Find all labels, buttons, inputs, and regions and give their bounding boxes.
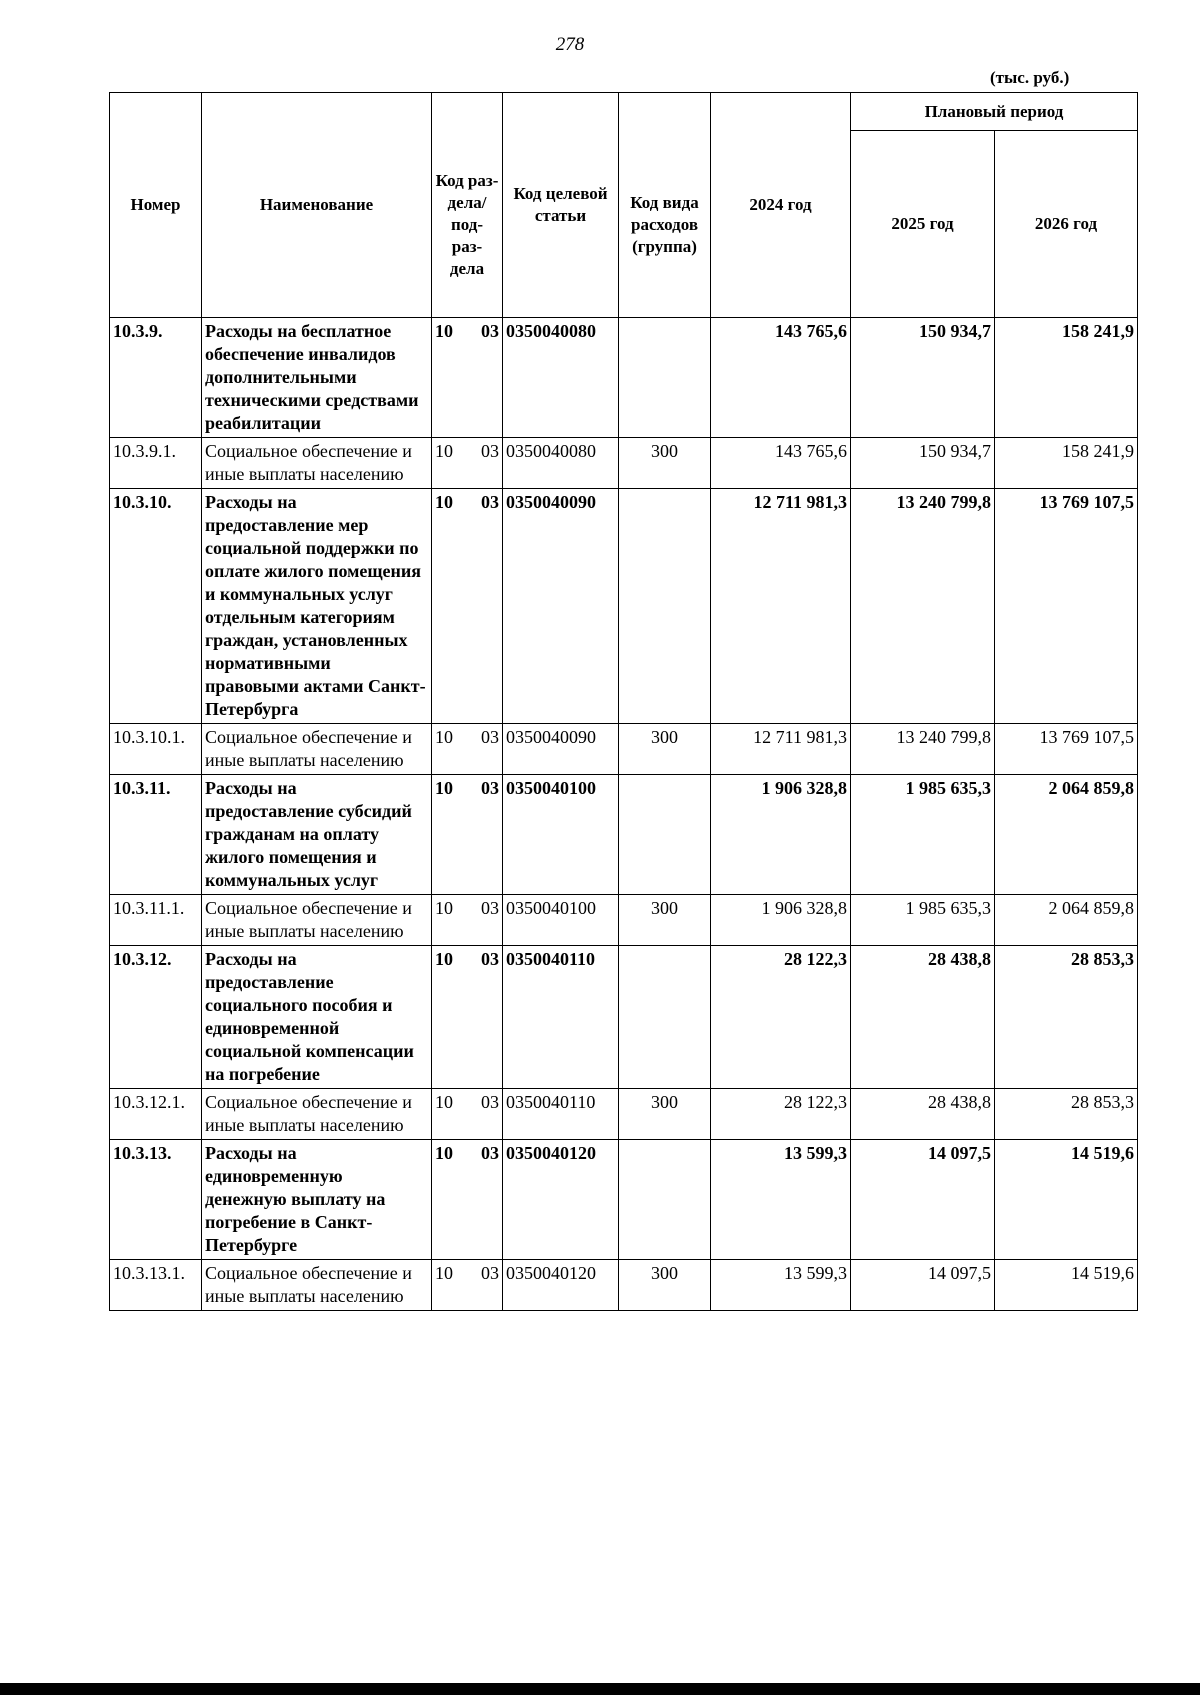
row-name: Расходы на предоставление социального пособия и единовременной социальной компенсации на погребение bbox=[202, 946, 432, 1089]
row-section-code bbox=[432, 318, 503, 438]
row-target-code: 0350040080 bbox=[503, 318, 619, 438]
row-target-code: 0350040090 bbox=[503, 724, 619, 775]
row-section-code bbox=[432, 1260, 503, 1311]
row-value-2025: 150 934,7 bbox=[851, 438, 995, 489]
row-subsection: 03 bbox=[481, 778, 499, 798]
row-value-2026: 28 853,3 bbox=[995, 1089, 1138, 1140]
row-name: Расходы на предоставление мер социальной поддержки по оплате жилого помещения и коммунальных услуг отдельным категориям граждан, установленных нормативными правовыми актами Санкт-Петербурга bbox=[202, 489, 432, 724]
table-row bbox=[110, 775, 1138, 895]
row-subsection: 03 bbox=[481, 441, 499, 461]
row-section-code bbox=[432, 775, 503, 895]
row-target-code: 0350040100 bbox=[503, 775, 619, 895]
row-subsection: 03 bbox=[481, 1092, 499, 1112]
header-section-code: Код раз- дела/ под- раз- дела bbox=[432, 93, 503, 318]
row-value-2025: 14 097,5 bbox=[851, 1140, 995, 1260]
row-value-2024: 1 906 328,8 bbox=[711, 895, 851, 946]
row-number: 10.3.9.1. bbox=[110, 438, 202, 489]
header-name: Наименование bbox=[202, 93, 432, 318]
row-value-2026: 2 064 859,8 bbox=[995, 775, 1138, 895]
row-name: Расходы на предоставление субсидий гражданам на оплату жилого помещения и коммунальных услуг bbox=[202, 775, 432, 895]
row-section-code bbox=[432, 895, 503, 946]
row-subsection: 03 bbox=[481, 898, 499, 918]
row-name: Социальное обеспечение и иные выплаты населению bbox=[202, 1260, 432, 1311]
row-number: 10.3.9. bbox=[110, 318, 202, 438]
row-value-2026: 28 853,3 bbox=[995, 946, 1138, 1089]
row-expense-type: 300 bbox=[619, 1260, 711, 1311]
row-target-code: 0350040090 bbox=[503, 489, 619, 724]
row-name: Расходы на единовременную денежную выплату на погребение в Санкт-Петербурге bbox=[202, 1140, 432, 1260]
row-number: 10.3.10. bbox=[110, 489, 202, 724]
row-number: 10.3.11.1. bbox=[110, 895, 202, 946]
row-name: Социальное обеспечение и иные выплаты населению bbox=[202, 895, 432, 946]
row-value-2025: 1 985 635,3 bbox=[851, 895, 995, 946]
row-section-code bbox=[432, 724, 503, 775]
row-section: 10 bbox=[435, 441, 453, 461]
row-section: 10 bbox=[435, 898, 453, 918]
row-value-2026: 13 769 107,5 bbox=[995, 724, 1138, 775]
table-row bbox=[110, 489, 1138, 724]
header-year-2026: 2026 год bbox=[995, 131, 1138, 318]
row-section: 10 bbox=[435, 949, 453, 969]
row-subsection: 03 bbox=[481, 1263, 499, 1283]
header-year-2024: 2024 год bbox=[711, 93, 851, 318]
row-value-2024: 12 711 981,3 bbox=[711, 724, 851, 775]
row-section-code bbox=[432, 1089, 503, 1140]
table-row bbox=[110, 1260, 1138, 1311]
row-section-code bbox=[432, 438, 503, 489]
row-value-2025: 28 438,8 bbox=[851, 946, 995, 1089]
row-section: 10 bbox=[435, 1143, 453, 1163]
row-target-code: 0350040120 bbox=[503, 1140, 619, 1260]
row-number: 10.3.13.1. bbox=[110, 1260, 202, 1311]
row-number: 10.3.12.1. bbox=[110, 1089, 202, 1140]
row-target-code: 0350040120 bbox=[503, 1260, 619, 1311]
row-section: 10 bbox=[435, 321, 453, 341]
header-planning-period: Плановый период bbox=[851, 93, 1138, 131]
row-number: 10.3.13. bbox=[110, 1140, 202, 1260]
row-value-2025: 13 240 799,8 bbox=[851, 489, 995, 724]
row-value-2024: 28 122,3 bbox=[711, 1089, 851, 1140]
row-section: 10 bbox=[435, 1092, 453, 1112]
row-value-2026: 158 241,9 bbox=[995, 318, 1138, 438]
row-name: Социальное обеспечение и иные выплаты населению bbox=[202, 438, 432, 489]
row-subsection: 03 bbox=[481, 321, 499, 341]
row-target-code: 0350040110 bbox=[503, 946, 619, 1089]
row-name: Расходы на бесплатное обеспечение инвалидов дополнительными техническими средствами реабилитации bbox=[202, 318, 432, 438]
row-value-2026: 2 064 859,8 bbox=[995, 895, 1138, 946]
row-section-code bbox=[432, 1140, 503, 1260]
row-value-2024: 143 765,6 bbox=[711, 438, 851, 489]
row-number: 10.3.12. bbox=[110, 946, 202, 1089]
header-target-code: Код целевой статьи bbox=[503, 93, 619, 318]
row-expense-type: 300 bbox=[619, 438, 711, 489]
table-row bbox=[110, 318, 1138, 438]
row-value-2026: 158 241,9 bbox=[995, 438, 1138, 489]
row-expense-type: 300 bbox=[619, 895, 711, 946]
table-row bbox=[110, 1089, 1138, 1140]
table-row bbox=[110, 1140, 1138, 1260]
scan-border bbox=[0, 1683, 1200, 1695]
row-expense-type bbox=[619, 1140, 711, 1260]
table-row bbox=[110, 438, 1138, 489]
header-expense-type: Код вида расходов (группа) bbox=[619, 93, 711, 318]
table-row bbox=[110, 724, 1138, 775]
row-subsection: 03 bbox=[481, 727, 499, 747]
row-value-2024: 1 906 328,8 bbox=[711, 775, 851, 895]
row-section: 10 bbox=[435, 778, 453, 798]
table-row bbox=[110, 946, 1138, 1089]
units-label: (тыс. руб.) bbox=[990, 68, 1070, 87]
row-value-2026: 13 769 107,5 bbox=[995, 489, 1138, 724]
row-expense-type bbox=[619, 775, 711, 895]
row-subsection: 03 bbox=[481, 492, 499, 512]
row-target-code: 0350040100 bbox=[503, 895, 619, 946]
row-value-2024: 28 122,3 bbox=[711, 946, 851, 1089]
row-number: 10.3.10.1. bbox=[110, 724, 202, 775]
header-year-2025: 2025 год bbox=[851, 131, 995, 318]
row-value-2025: 150 934,7 bbox=[851, 318, 995, 438]
row-value-2025: 28 438,8 bbox=[851, 1089, 995, 1140]
row-section: 10 bbox=[435, 492, 453, 512]
row-value-2024: 13 599,3 bbox=[711, 1260, 851, 1311]
row-expense-type bbox=[619, 318, 711, 438]
row-subsection: 03 bbox=[481, 1143, 499, 1163]
row-value-2026: 14 519,6 bbox=[995, 1140, 1138, 1260]
row-target-code: 0350040080 bbox=[503, 438, 619, 489]
table-body bbox=[110, 318, 1138, 1311]
row-name: Социальное обеспечение и иные выплаты населению bbox=[202, 1089, 432, 1140]
header-number: Номер bbox=[110, 93, 202, 318]
row-section: 10 bbox=[435, 1263, 453, 1283]
row-value-2025: 1 985 635,3 bbox=[851, 775, 995, 895]
row-number: 10.3.11. bbox=[110, 775, 202, 895]
table-header bbox=[110, 93, 1138, 318]
page-number: 278 bbox=[555, 34, 585, 55]
row-expense-type: 300 bbox=[619, 724, 711, 775]
table-row bbox=[110, 895, 1138, 946]
row-section-code bbox=[432, 489, 503, 724]
row-target-code: 0350040110 bbox=[503, 1089, 619, 1140]
row-value-2024: 12 711 981,3 bbox=[711, 489, 851, 724]
row-expense-type: 300 bbox=[619, 1089, 711, 1140]
row-section-code bbox=[432, 946, 503, 1089]
row-value-2026: 14 519,6 bbox=[995, 1260, 1138, 1311]
row-expense-type bbox=[619, 489, 711, 724]
row-value-2025: 14 097,5 bbox=[851, 1260, 995, 1311]
row-subsection: 03 bbox=[481, 949, 499, 969]
budget-table bbox=[109, 92, 1138, 1311]
row-value-2024: 13 599,3 bbox=[711, 1140, 851, 1260]
row-name: Социальное обеспечение и иные выплаты населению bbox=[202, 724, 432, 775]
row-value-2025: 13 240 799,8 bbox=[851, 724, 995, 775]
row-value-2024: 143 765,6 bbox=[711, 318, 851, 438]
row-expense-type bbox=[619, 946, 711, 1089]
row-section: 10 bbox=[435, 727, 453, 747]
